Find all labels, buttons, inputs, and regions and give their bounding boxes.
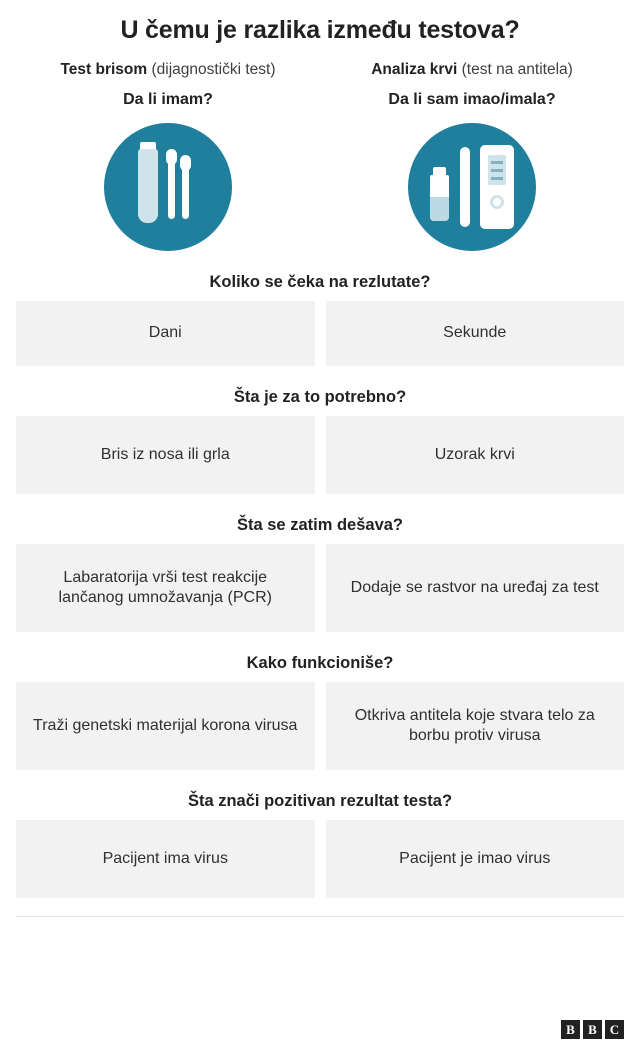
cell-results-time-left: Dani xyxy=(16,301,315,366)
column-swab-test-name-bold: Test brisom xyxy=(60,61,148,78)
column-headers xyxy=(16,61,624,251)
section-title-how-it-works: Kako funkcioniše? xyxy=(246,654,394,672)
swab-stick-shape-a xyxy=(168,153,175,219)
column-swab-test-name-rest: (dijagnostički test) xyxy=(147,61,276,78)
section-row-requirements xyxy=(16,416,624,494)
column-blood-test-name-rest: (test na antitela) xyxy=(457,61,573,78)
section-row-results-time xyxy=(16,301,624,366)
swab-test-icon xyxy=(104,123,232,251)
lancet-shape xyxy=(460,147,470,227)
cell-results-time-right: Sekunde xyxy=(326,301,625,366)
column-swab-test-name xyxy=(16,61,320,79)
bbc-logo-letter-1: B xyxy=(561,1020,580,1039)
blood-test-icon xyxy=(408,123,536,251)
test-tube-shape xyxy=(138,149,158,223)
cell-how-it-works-right: Otkriva antitela koje stvara telo za borbu protiv virusa xyxy=(326,682,625,770)
section-title-positive-result: Šta znači pozitivan rezultat testa? xyxy=(187,792,453,810)
section-row-how-it-works xyxy=(16,682,624,770)
bbc-logo-letter-3: C xyxy=(605,1020,624,1039)
vial-liquid-shape xyxy=(430,197,449,221)
bbc-logo-letter-2: B xyxy=(583,1020,602,1039)
cassette-line-shape-1 xyxy=(491,161,503,164)
section-title-requirements: Šta je za to potrebno? xyxy=(233,388,407,406)
swab-stick-shape-b xyxy=(182,159,189,219)
column-swab-test xyxy=(16,61,320,251)
column-swab-test-question: Da li imam? xyxy=(123,91,213,108)
cell-requirements-left: Bris iz nosa ili grla xyxy=(16,416,315,494)
column-blood-test xyxy=(320,61,624,251)
column-blood-test-name-bold: Analiza krvi xyxy=(371,61,458,78)
section-row-positive-result xyxy=(16,820,624,898)
cell-how-it-works-left: Traži genetski materijal korona virusa xyxy=(16,682,315,770)
section-row-next-steps xyxy=(16,544,624,632)
column-blood-test-icon-wrap xyxy=(320,123,624,251)
cell-positive-result-left: Pacijent ima virus xyxy=(16,820,315,898)
cassette-line-shape-3 xyxy=(491,177,503,180)
cell-next-steps-right: Dodaje se rastvor na uređaj za test xyxy=(326,544,625,632)
column-swab-test-icon-wrap xyxy=(16,123,320,251)
section-title-next-steps: Šta se zatim dešava? xyxy=(237,516,403,534)
cassette-dot-shape xyxy=(490,195,504,209)
cell-requirements-right: Uzorak krvi xyxy=(326,416,625,494)
column-blood-test-question: Da li sam imao/imala? xyxy=(388,91,556,108)
cassette-line-shape-2 xyxy=(491,169,503,172)
bbc-logo xyxy=(561,1020,624,1039)
column-blood-test-name xyxy=(320,61,624,79)
footer-divider xyxy=(16,916,624,917)
cell-positive-result-right: Pacijent je imao virus xyxy=(326,820,625,898)
cell-next-steps-left: Labaratorija vrši test reakcije lančanog umnožavanja (PCR) xyxy=(16,544,315,632)
page-title: U čemu je razlika između testova? xyxy=(120,16,520,44)
section-title-results-time: Koliko se čeka na rezlutate? xyxy=(209,273,431,291)
